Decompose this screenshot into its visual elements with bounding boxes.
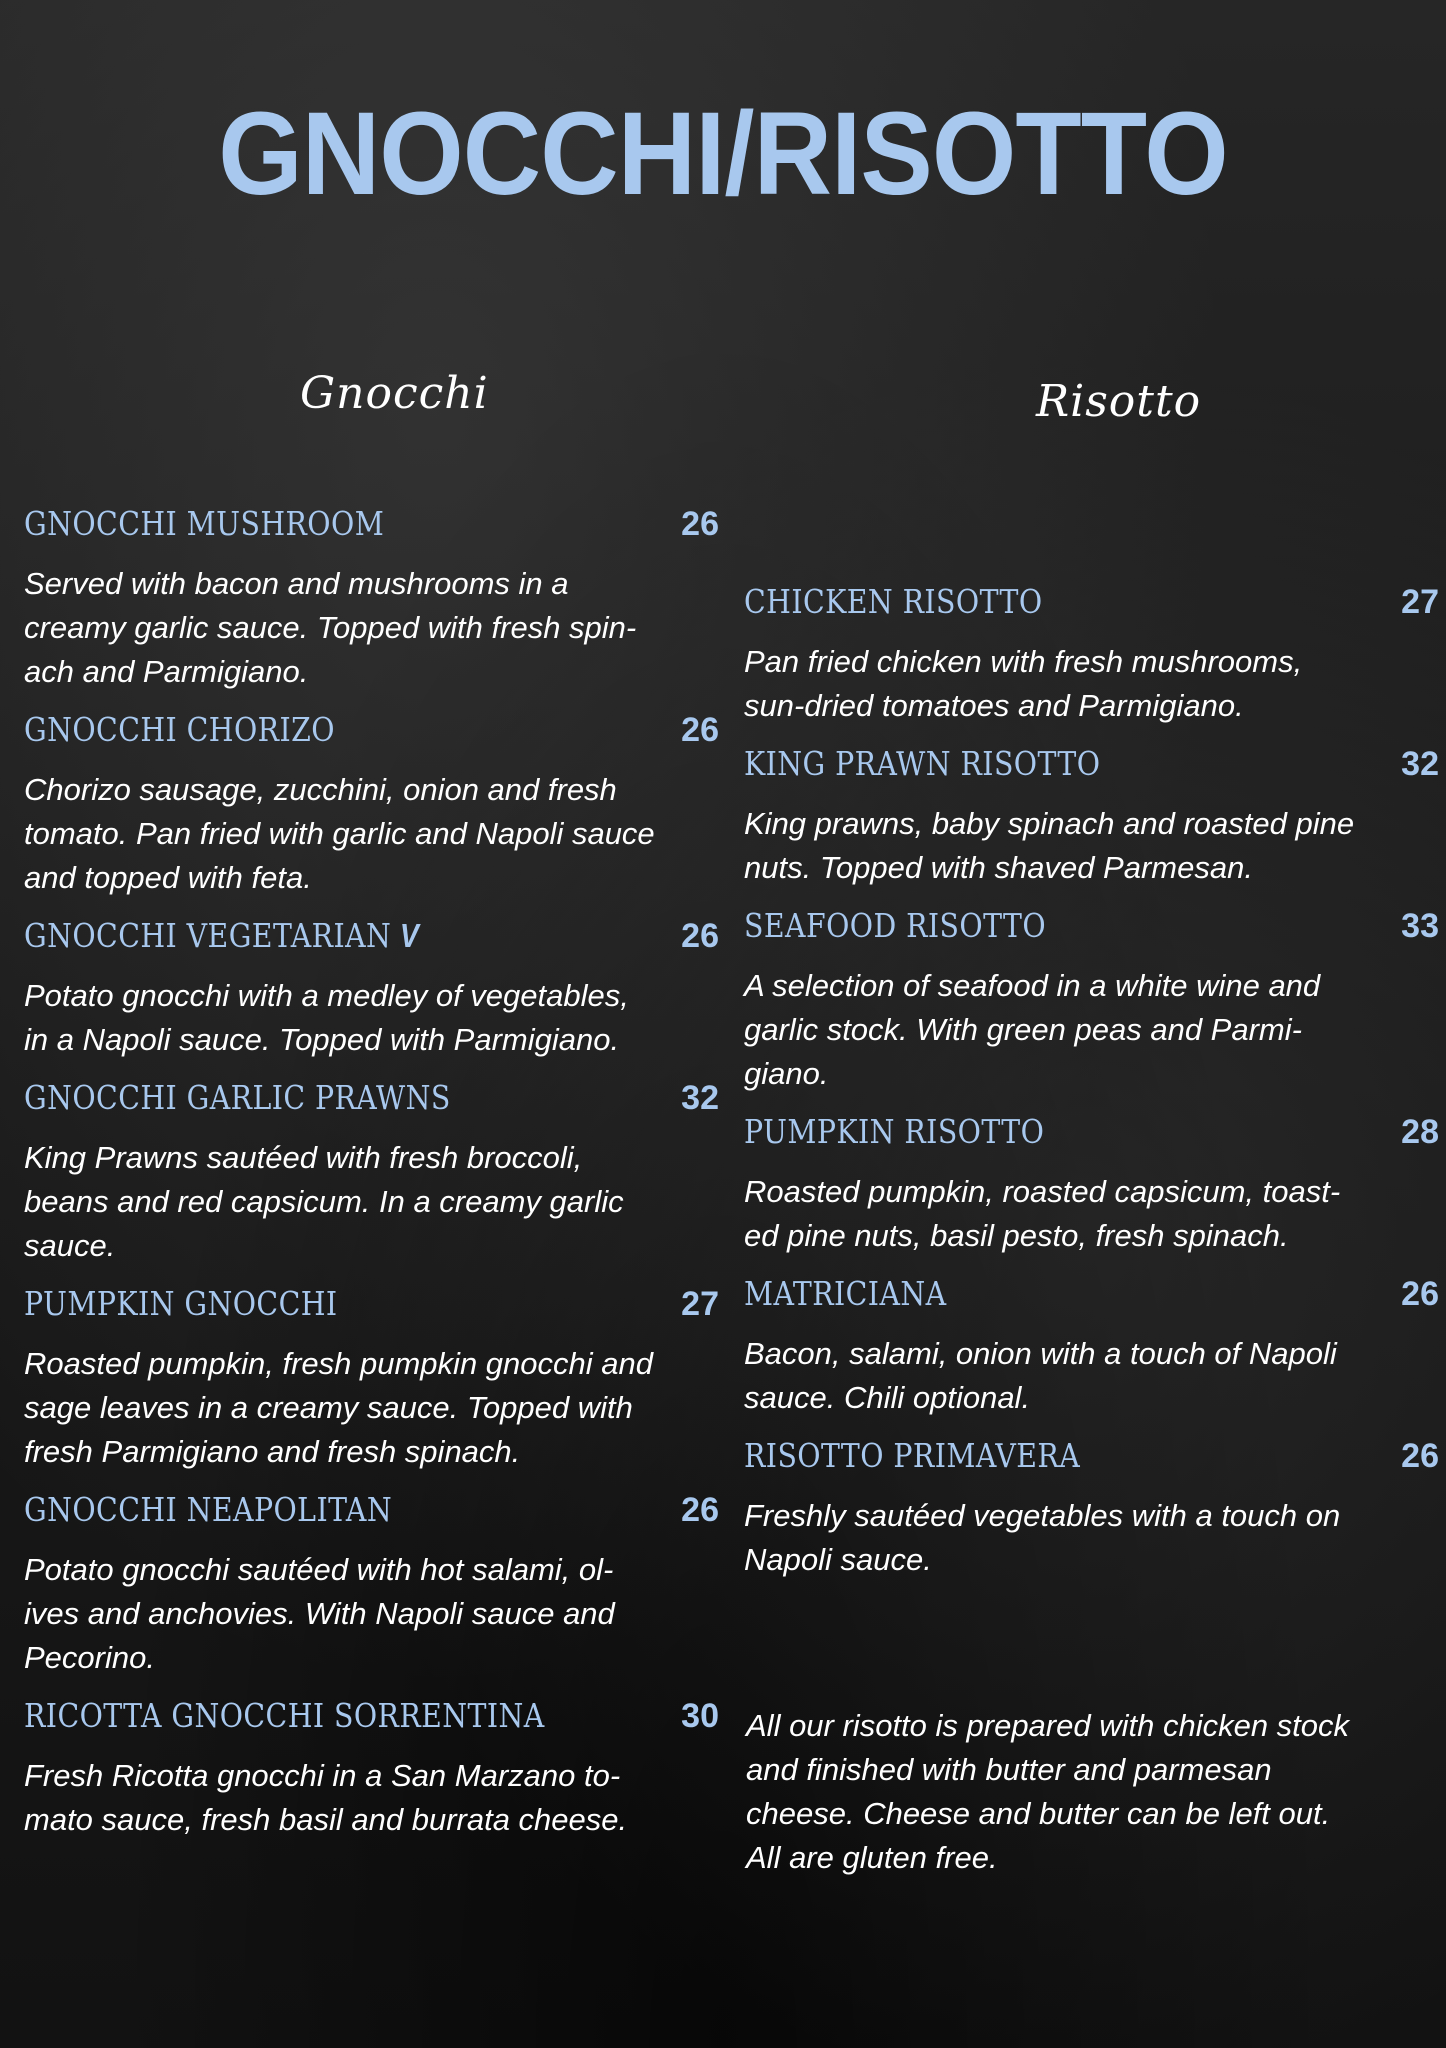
note-line: All our risotto is prepared with chicken stock bbox=[746, 1708, 1350, 1743]
menu-item-description bbox=[744, 1170, 1439, 1258]
description-line: sauce. Chili optional. bbox=[744, 1380, 1031, 1415]
menu-item-description bbox=[744, 1494, 1439, 1582]
menu-item-price: 26 bbox=[1401, 1437, 1439, 1475]
menu-item-header bbox=[744, 1272, 1439, 1320]
description-line: Roasted pumpkin, fresh pumpkin gnocchi and bbox=[24, 1346, 653, 1381]
menu-item bbox=[24, 1488, 719, 1680]
menu-item-name bbox=[744, 1272, 947, 1316]
menu-item-name-text: GNOCCHI CHORIZO bbox=[24, 710, 335, 749]
menu-item-name bbox=[744, 580, 1043, 624]
description-line: Pan fried chicken with fresh mushrooms, bbox=[744, 644, 1303, 679]
risotto-note bbox=[746, 1704, 1446, 1880]
menu-item bbox=[24, 708, 719, 900]
description-line: sauce. bbox=[24, 1228, 116, 1263]
menu-item-name bbox=[24, 1694, 545, 1738]
menu-item-description bbox=[24, 1754, 719, 1842]
menu-item-header bbox=[24, 502, 719, 550]
menu-item-name-text: KING PRAWN RISOTTO bbox=[744, 744, 1101, 783]
menu-item-name bbox=[24, 1282, 338, 1326]
description-line: giano. bbox=[744, 1056, 829, 1091]
menu-item-header bbox=[744, 580, 1439, 628]
menu-item-header bbox=[24, 708, 719, 756]
menu-item-header bbox=[744, 904, 1439, 952]
menu-item-name bbox=[24, 1076, 451, 1120]
menu-item bbox=[744, 742, 1439, 890]
menu-item-price: 27 bbox=[1401, 583, 1439, 621]
note-line: cheese. Cheese and butter can be left out. bbox=[746, 1796, 1331, 1831]
menu-item-header bbox=[744, 1434, 1439, 1482]
menu-item-name-text: CHICKEN RISOTTO bbox=[744, 582, 1043, 621]
description-line: nuts. Topped with shaved Parmesan. bbox=[744, 850, 1253, 885]
description-line: Potato gnocchi sautéed with hot salami, ol- bbox=[24, 1552, 614, 1587]
menu-item bbox=[744, 904, 1439, 1096]
menu-item-price: 28 bbox=[1401, 1113, 1439, 1151]
menu-item-name-text: MATRICIANA bbox=[744, 1274, 947, 1313]
menu-item-name bbox=[744, 904, 1046, 948]
menu-item-name-text: GNOCCHI NEAPOLITAN bbox=[24, 1490, 393, 1529]
menu-item-name-text: GNOCCHI GARLIC PRAWNS bbox=[24, 1078, 451, 1117]
menu-item bbox=[24, 1282, 719, 1474]
menu-item-header bbox=[744, 742, 1439, 790]
menu-item-price: 26 bbox=[681, 1491, 719, 1529]
description-line: and topped with feta. bbox=[24, 860, 312, 895]
menu-item-description bbox=[24, 768, 719, 900]
description-line: King prawns, baby spinach and roasted pine bbox=[744, 806, 1355, 841]
menu-item-header bbox=[24, 914, 719, 962]
description-line: Roasted pumpkin, roasted capsicum, toast- bbox=[744, 1174, 1341, 1209]
menu-item-price: 26 bbox=[681, 917, 719, 955]
description-line: garlic stock. With green peas and Parmi- bbox=[744, 1012, 1302, 1047]
description-line: sage leaves in a creamy sauce. Topped with bbox=[24, 1390, 633, 1425]
menu-item-price: 32 bbox=[1401, 745, 1439, 783]
menu-item bbox=[24, 1694, 719, 1842]
menu-item-header bbox=[24, 1488, 719, 1536]
description-line: Pecorino. bbox=[24, 1640, 155, 1675]
menu-item-description bbox=[24, 1342, 719, 1474]
menu-item-price: 26 bbox=[681, 505, 719, 543]
description-line: sun-dried tomatoes and Parmigiano. bbox=[744, 688, 1244, 723]
menu-item bbox=[744, 1434, 1439, 1582]
menu-item-name-text: RISOTTO PRIMAVERA bbox=[744, 1436, 1081, 1475]
gnocchi-column bbox=[24, 502, 719, 1856]
vegetarian-marker: V bbox=[399, 917, 420, 954]
menu-item-name bbox=[24, 1488, 392, 1532]
note-line: and finished with butter and parmesan bbox=[746, 1752, 1272, 1787]
description-line: Freshly sautéed vegetables with a touch on bbox=[744, 1498, 1341, 1533]
description-line: mato sauce, fresh basil and burrata cheese. bbox=[24, 1802, 628, 1837]
menu-item bbox=[24, 1076, 719, 1268]
menu-item bbox=[24, 914, 719, 1062]
menu-item-price: 32 bbox=[681, 1079, 719, 1117]
description-line: Fresh Ricotta gnocchi in a San Marzano to- bbox=[24, 1758, 621, 1793]
menu-item-description bbox=[24, 562, 719, 694]
gnocchi-heading: Gnocchi bbox=[300, 368, 489, 419]
menu-item bbox=[744, 580, 1439, 728]
menu-item-name bbox=[744, 1434, 1080, 1478]
description-line: beans and red capsicum. In a creamy garlic bbox=[24, 1184, 624, 1219]
menu-item-header bbox=[24, 1076, 719, 1124]
description-line: Bacon, salami, onion with a touch of Napoli bbox=[744, 1336, 1337, 1371]
menu-item-name bbox=[24, 502, 384, 546]
description-line: ives and anchovies. With Napoli sauce and bbox=[24, 1596, 615, 1631]
menu-item-price: 33 bbox=[1401, 907, 1439, 945]
menu-item-name-text: RICOTTA GNOCCHI SORRENTINA bbox=[24, 1696, 545, 1735]
menu-item-header bbox=[24, 1694, 719, 1742]
menu-item-name-text: SEAFOOD RISOTTO bbox=[744, 906, 1047, 945]
menu-item-description bbox=[744, 802, 1439, 890]
risotto-heading: Risotto bbox=[1036, 376, 1202, 427]
menu-item-price: 27 bbox=[681, 1285, 719, 1323]
description-line: Chorizo sausage, zucchini, onion and fresh bbox=[24, 772, 617, 807]
description-line: creamy garlic sauce. Topped with fresh spin- bbox=[24, 610, 637, 645]
menu-item bbox=[24, 502, 719, 694]
description-line: in a Napoli sauce. Topped with Parmigiano. bbox=[24, 1022, 620, 1057]
description-line: Napoli sauce. bbox=[744, 1542, 932, 1577]
menu-item-description bbox=[744, 964, 1439, 1096]
description-line: King Prawns sautéed with fresh broccoli, bbox=[24, 1140, 583, 1175]
menu-item-description bbox=[24, 974, 719, 1062]
menu-item bbox=[744, 1110, 1439, 1258]
description-line: tomato. Pan fried with garlic and Napoli sauce bbox=[24, 816, 655, 851]
menu-item-description bbox=[24, 1548, 719, 1680]
page-title: GNOCCHI/RISOTTO bbox=[218, 88, 1228, 220]
menu-item-description bbox=[744, 1332, 1439, 1420]
menu-item-name bbox=[744, 1110, 1044, 1154]
menu-item bbox=[744, 1272, 1439, 1420]
description-line: Served with bacon and mushrooms in a bbox=[24, 566, 569, 601]
menu-item-name-text: PUMPKIN GNOCCHI bbox=[24, 1284, 338, 1323]
note-line: All are gluten free. bbox=[746, 1840, 998, 1875]
menu-item-name bbox=[24, 914, 419, 958]
risotto-column bbox=[744, 580, 1439, 1596]
menu-item-description bbox=[24, 1136, 719, 1268]
menu-item-header bbox=[744, 1110, 1439, 1158]
menu-item-description bbox=[744, 640, 1439, 728]
menu-item-name bbox=[744, 742, 1100, 786]
description-line: A selection of seafood in a white wine and bbox=[744, 968, 1321, 1003]
menu-item-name-text: GNOCCHI VEGETARIAN bbox=[24, 916, 392, 955]
menu-item-name-text: PUMPKIN RISOTTO bbox=[744, 1112, 1045, 1151]
menu-item-price: 26 bbox=[1401, 1275, 1439, 1313]
menu-item-name-text: GNOCCHI MUSHROOM bbox=[24, 504, 385, 543]
description-line: Potato gnocchi with a medley of vegetables, bbox=[24, 978, 629, 1013]
menu-item-name bbox=[24, 708, 335, 752]
description-line: ed pine nuts, basil pesto, fresh spinach. bbox=[744, 1218, 1289, 1253]
description-line: fresh Parmigiano and fresh spinach. bbox=[24, 1434, 521, 1469]
menu-item-price: 30 bbox=[681, 1697, 719, 1735]
menu-item-price: 26 bbox=[681, 711, 719, 749]
menu-item-header bbox=[24, 1282, 719, 1330]
description-line: ach and Parmigiano. bbox=[24, 654, 309, 689]
